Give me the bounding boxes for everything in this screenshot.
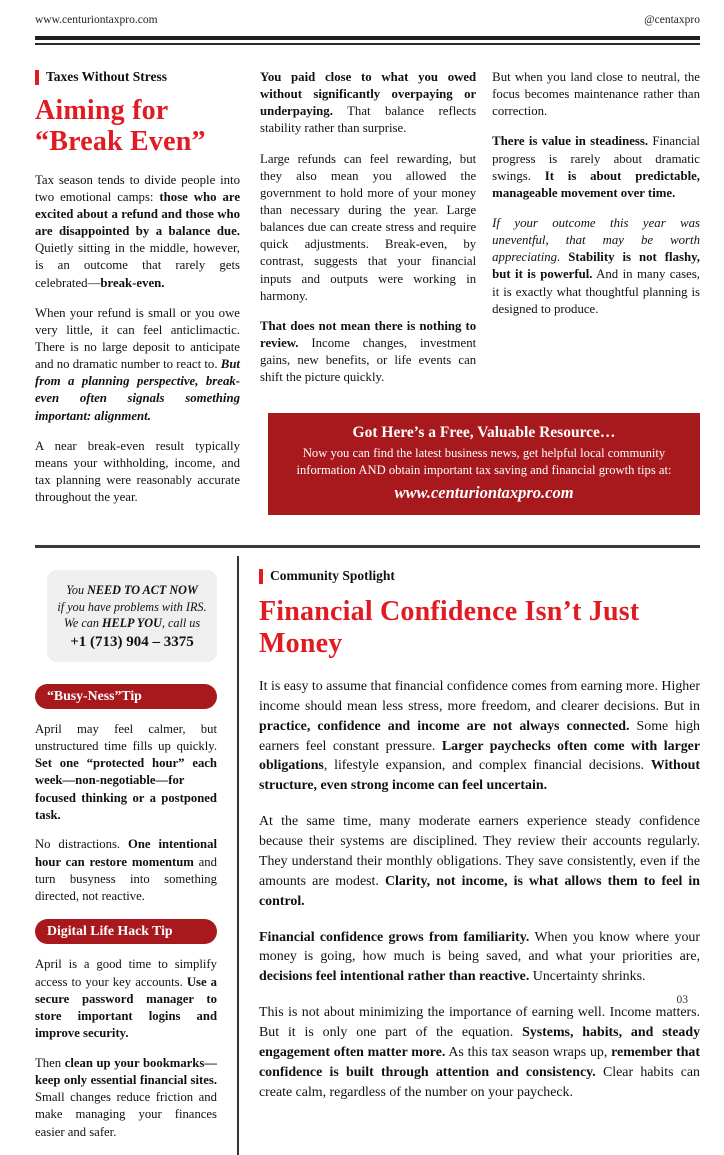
resource-banner-title: Got Here’s a Free, Valuable Resource…: [352, 424, 616, 442]
resource-banner-url-link[interactable]: www.centuriontaxpro.com: [394, 483, 574, 503]
article1-column-2: [260, 69, 476, 399]
phone-number-link[interactable]: +1 (713) 904 – 3375: [70, 633, 194, 650]
paragraph: When your refund is small or you owe very little, it can feel anticlimactic. There is no large deposit to anticipate and no dramatic number to react to. But from a planning perspective, break-even often signals something important: alignment.: [35, 305, 240, 423]
article1-kicker: [35, 69, 240, 85]
kicker-bar-icon: [259, 569, 263, 584]
paragraph: Financial confidence grows from familiarity. When you know where your money is going, how much is being saved, and what your priorities are, decisions feel intentional rather than reactive. Uncertainty shrinks.: [259, 929, 700, 985]
article2-kicker-label: Community Spotlight: [270, 568, 395, 584]
article1-kicker-label: Taxes Without Stress: [46, 69, 168, 84]
busyness-tip-block: [35, 684, 217, 906]
masthead-handle: @centaxpro: [644, 14, 700, 26]
resource-banner-body: Now you can find the latest business news, get helpful local community information AND obtain important tax saving and financial growth tips at:: [296, 446, 672, 477]
page-number: 03: [676, 994, 688, 1006]
paragraph: No distractions. One intentional hour can restore momentum and turn busyness into something directed, not reactive.: [35, 837, 217, 904]
masthead-rule-thick: [35, 36, 700, 40]
kicker-bar-icon: [35, 70, 39, 85]
paragraph: It is easy to assume that financial confidence comes from earning more. Higher income should mean less stress, more freedom, and clearer decisions. But in practice, confidence and income are not always connected. Some high earners feel constant pressure. Larger paychecks often come with larger obligations, lifestyle expansion, and complex financial decisions. Without structure, even strong income can feel uncertain.: [259, 678, 701, 794]
paragraph: April may feel calmer, but unstructured time fills up quickly. Set one “protected hour” each week—non-negotiable—for focused thinking or a postponed task.: [35, 721, 217, 822]
paragraph: April is a good time to simplify access to your key accounts. Use a secure password manager to store important logins and improve security.: [35, 957, 218, 1041]
article1-column-3: [492, 69, 700, 399]
paragraph: But when you land close to neutral, the focus becomes maintenance rather than correction.: [492, 70, 700, 119]
bottom-section: [35, 556, 700, 1155]
article1-column-1: [35, 69, 240, 519]
community-spotlight-article: [239, 556, 700, 1155]
notice-line: if you have problems with IRS.: [57, 599, 207, 614]
masthead: [35, 14, 700, 26]
notice-line: We can HELP YOU, call us: [63, 616, 201, 631]
irs-help-notice: [47, 570, 217, 661]
resource-banner: [268, 413, 700, 515]
article2-title: Financial Confidence Isn’t Just Money: [259, 596, 640, 659]
masthead-website: www.centuriontaxpro.com: [35, 14, 158, 26]
digital-life-hack-heading: Digital Life Hack Tip: [35, 919, 217, 944]
paragraph: Then clean up your bookmarks—keep only essential financial sites. Small changes reduce friction and make managing your finances easier and safer.: [35, 1055, 217, 1139]
paragraph: Large refunds can feel rewarding, but they also mean you allowed the government to hold more of your money than necessary during the year. Large balances due can create stress and require quick adjustments. Break-even, by contrast, suggests that your financial inputs and outputs were working in harmony.: [260, 151, 477, 303]
paragraph: Tax season tends to divide people into two emotional camps: those who are excited about a refund and those who are disappointed by a balance due. Quietly sitting in the middle, however, is an outcome that rarely gets celebrated—break-even.: [35, 172, 241, 290]
article2-kicker: [259, 568, 700, 584]
paragraph: That does not mean there is nothing to review. Income changes, investment gains, new benefits, or life events can shift the picture quickly.: [260, 318, 477, 385]
busyness-tip-heading: “Busy-Ness”Tip: [35, 684, 217, 709]
masthead-rule-thin: [35, 43, 700, 45]
digital-life-hack-tip-block: [35, 919, 217, 1141]
paragraph: You paid close to what you owed without significantly overpaying or underpaying. That balance reflects stability rather than surprise.: [260, 70, 477, 136]
paragraph: A near break-even result typically means your withholding, income, and tax planning were reasonably accurate throughout the year.: [35, 438, 240, 505]
paragraph: If your outcome this year was uneventful, that may be worth appreciating. Stability is not flashy, but it is powerful. And in many cases, it is exactly what thoughtful planning is designed to produce.: [492, 215, 700, 316]
paragraph: There is value in steadiness. Financial progress is rarely about dramatic swings. It is about predictable, manageable movement over time.: [492, 134, 700, 200]
section-divider: [35, 545, 700, 548]
article1-columns-2-3-wrap: [260, 69, 700, 519]
article1-title: Aiming for “Break Even”: [35, 95, 206, 158]
paragraph: This is not about minimizing the importance of earning well. Income matters. But it is only one part of the equation. Systems, habits, and steady engagement often matter more. As this tax season wraps up, remember that confidence is built through attention and consistency. Clear habits can create calm, regardless of the number on your paycheck.: [259, 1005, 701, 1100]
notice-line: You NEED TO ACT NOW: [66, 583, 198, 598]
sidebar: [35, 556, 217, 1155]
paragraph: At the same time, many moderate earners experience steady confidence because their systems are disciplined. They review their accounts regularly. They understand their monthly obligations. They save consistently, even if the amounts are modest. Clarity, not income, is what allows them to feel in control.: [259, 814, 700, 909]
top-article-section: [35, 69, 700, 519]
